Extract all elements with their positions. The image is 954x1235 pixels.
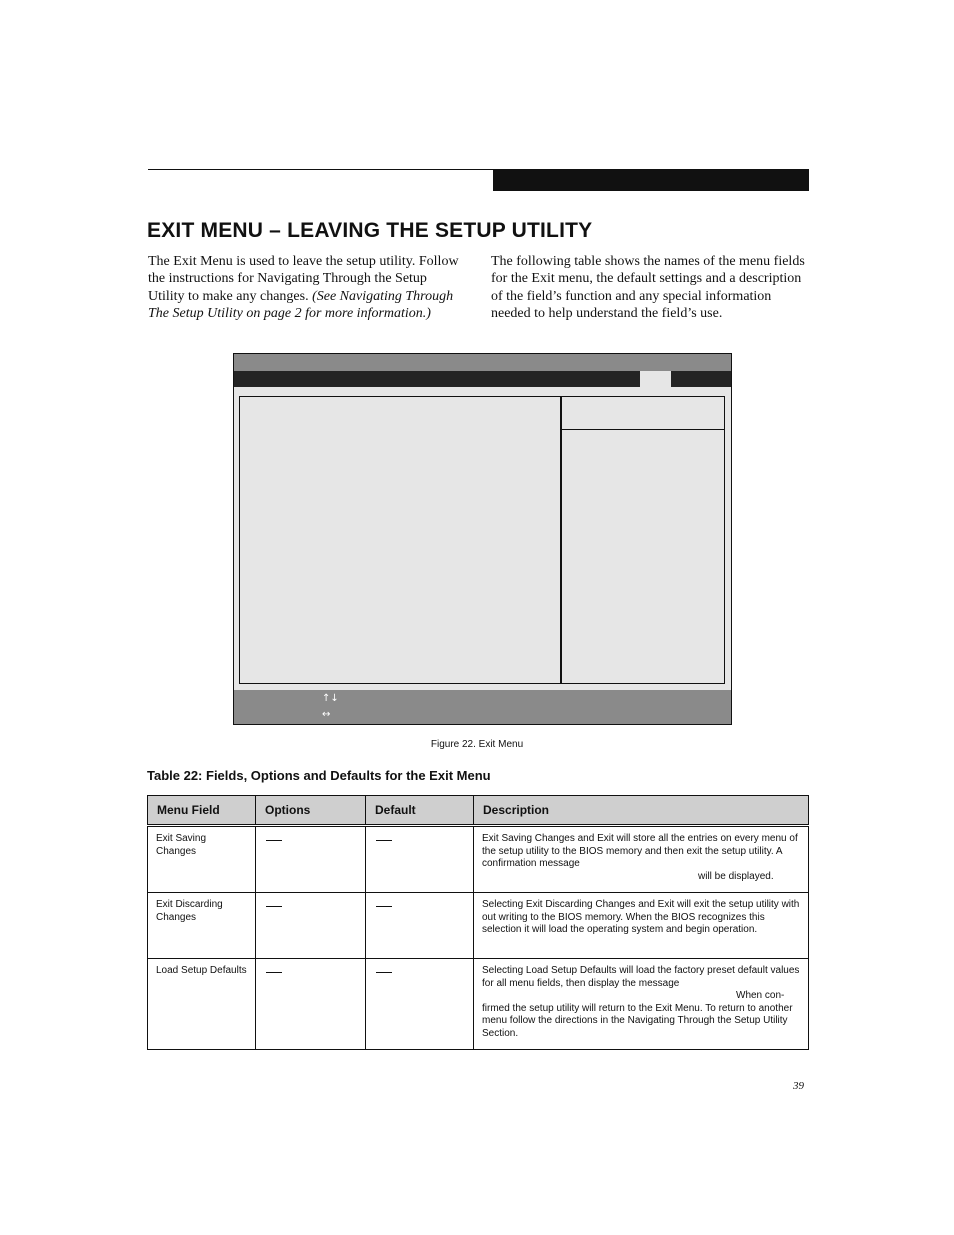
none-dash <box>266 840 282 841</box>
description-cell <box>474 827 809 893</box>
description-cell: Selecting Exit Discarding Changes and Exit will exit the setup utility with out writing to the BIOS memory. When the BIOS recognizes this selection it will load the operating system and begin operation. <box>474 893 809 959</box>
none-dash <box>376 906 392 907</box>
none-dash <box>376 972 392 973</box>
column-header-description: Description <box>474 796 809 825</box>
column-header-menu-field: Menu Field <box>148 796 256 825</box>
page-title-text: EXIT MENU – LEAVING THE SETUP UTILITY <box>147 219 593 242</box>
options-cell <box>256 827 366 893</box>
description-text-mid: When con- <box>736 990 785 1002</box>
page-number: 39 <box>793 1080 804 1092</box>
intro-left-text: The Exit Menu is used to leave the setup utility. Follow the instructions for Navigating Through the Setup Utility to make any changes. <box>148 254 459 304</box>
bios-title-band <box>234 354 731 371</box>
default-cell <box>366 893 474 959</box>
bios-help-divider <box>562 429 724 430</box>
description-text: Selecting Load Setup Defaults will load the factory preset default values for all menu fields, then display the message <box>482 965 800 989</box>
none-dash <box>266 906 282 907</box>
options-cell <box>256 893 366 959</box>
table-caption: Table 22: Fields, Options and Defaults for the Exit Menu <box>147 768 491 783</box>
figure-caption: Figure 22. Exit Menu <box>430 739 524 750</box>
exit-menu-table <box>147 795 809 1050</box>
description-text-end: will be displayed. <box>698 870 774 882</box>
bios-main-panel <box>239 396 561 684</box>
table-row <box>148 959 809 1050</box>
header-bar <box>493 169 809 191</box>
up-down-arrows-icon: ↑↓ <box>322 693 339 704</box>
column-header-options: Options <box>256 796 366 825</box>
default-cell <box>366 827 474 893</box>
left-right-arrows-icon: ↔ <box>322 709 331 720</box>
intro-right-paragraph: The following table shows the names of the menu fields for the Exit menu, the default settings and a description of the field’s function and any special information needed to help understand the field’s use. <box>491 254 805 322</box>
table-header-row <box>148 796 809 825</box>
description-cell <box>474 959 809 1050</box>
options-cell <box>256 959 366 1050</box>
page-title <box>147 219 592 243</box>
menu-field-cell: Load Setup Defaults <box>148 959 256 1050</box>
bios-key-legend <box>234 690 731 724</box>
bios-menu-exit-tab[interactable] <box>640 371 671 387</box>
description-text-end: firmed the setup utility will return to the Exit Menu. To return to another menu follow the directions in the Navigating Through the Setup Utility Section. <box>482 1002 793 1039</box>
description-continuation <box>482 871 800 884</box>
bios-item-help-panel <box>561 396 725 684</box>
intro-left-paragraph <box>148 253 466 323</box>
none-dash <box>266 972 282 973</box>
column-header-default: Default <box>366 796 474 825</box>
menu-field-cell: Exit Saving Changes <box>148 827 256 893</box>
default-cell <box>366 959 474 1050</box>
menu-field-cell: Exit Discarding Changes <box>148 893 256 959</box>
bios-exit-menu-screen <box>233 353 732 725</box>
header-rule <box>148 169 493 170</box>
none-dash <box>376 840 392 841</box>
description-text: Exit Saving Changes and Exit will store all the entries on every menu of the setup utility to the BIOS memory and then exit the setup utility. A confirmation message <box>482 833 798 870</box>
table-row <box>148 827 809 893</box>
intro-left-reference: (See Navigating Through The Setup Utility on page 2 for more information.) <box>148 288 454 322</box>
description-continuation <box>482 990 800 1003</box>
table-row <box>148 893 809 959</box>
